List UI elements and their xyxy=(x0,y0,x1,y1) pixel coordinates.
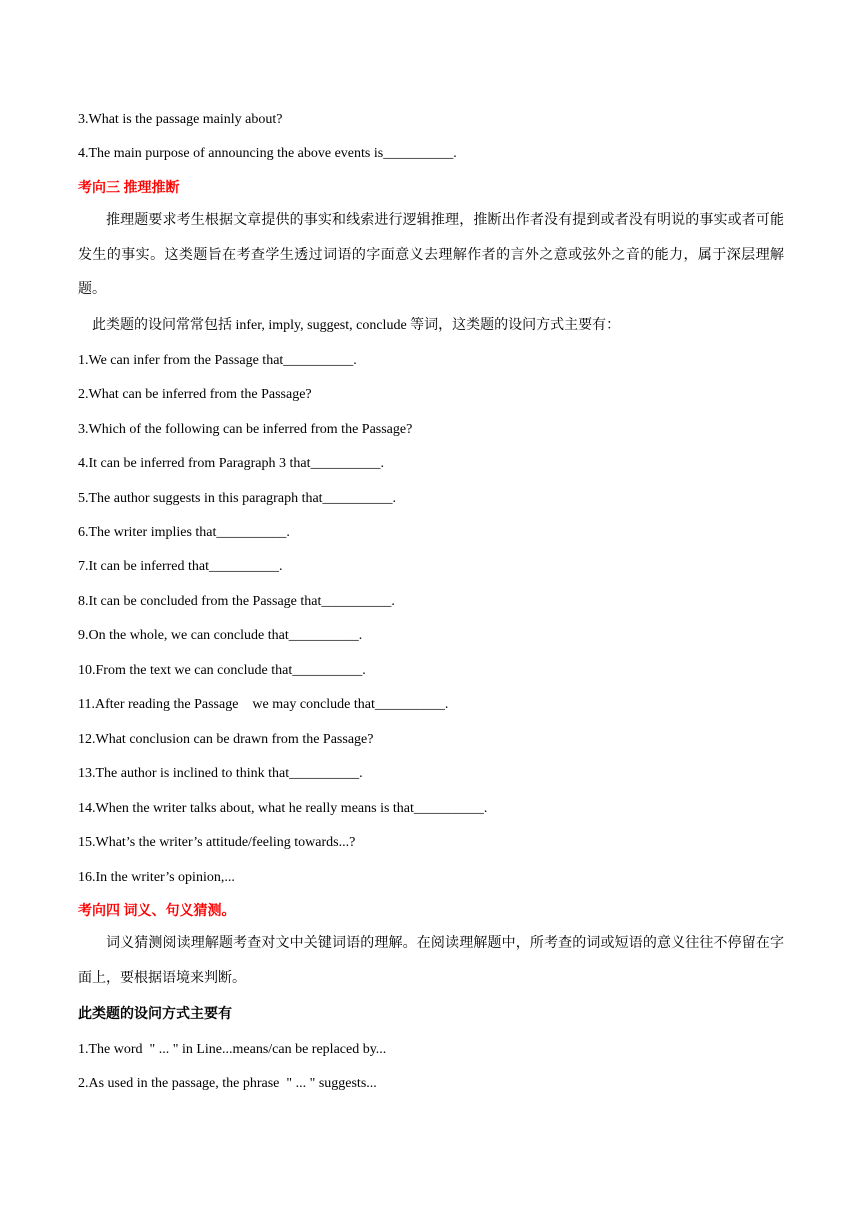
section-4-subheading: 此类题的设问方式主要有 xyxy=(78,1007,232,1022)
question-item: 5.The author suggests in this paragraph that__________. xyxy=(78,491,397,506)
question-item: 6.The writer implies that__________. xyxy=(78,525,290,540)
question-item: 14.When the writer talks about, what he really means is that__________. xyxy=(78,801,488,816)
question-item: 10.From the text we can conclude that__________. xyxy=(78,663,366,678)
question-item: 7.It can be inferred that__________. xyxy=(78,559,283,574)
question-item: 3.Which of the following can be inferred from the Passage? xyxy=(78,422,413,437)
question-item: 4.The main purpose of announcing the above events is__________. xyxy=(78,146,457,161)
question-item: 16.In the writer’s opinion,... xyxy=(78,870,235,885)
question-item: 11.After reading the Passage we may conclude that__________. xyxy=(78,697,449,712)
section-4-paragraph: 词义猜测阅读理解题考查对文中关键词语的理解。在阅读理解题中，所考查的词或短语的意义往往不停留在字面上，要根据语境来判断。 xyxy=(78,936,784,986)
question-item: 1.We can infer from the Passage that__________. xyxy=(78,353,357,368)
section-heading-3: 考向三 推理推断 xyxy=(78,181,180,196)
question-item: 2.What can be inferred from the Passage? xyxy=(78,387,312,402)
question-item: 2.As used in the passage, the phrase " ... " suggests... xyxy=(78,1076,377,1091)
question-item: 4.It can be inferred from Paragraph 3 that__________. xyxy=(78,456,384,471)
question-item: 1.The word " ... " in Line...means/can be replaced by... xyxy=(78,1042,387,1057)
question-item: 3.What is the passage mainly about? xyxy=(78,112,283,127)
section-heading-4: 考向四 词义、句义猜测。 xyxy=(78,904,236,919)
question-item: 9.On the whole, we can conclude that__________. xyxy=(78,628,363,643)
question-item: 13.The author is inclined to think that__________. xyxy=(78,766,363,781)
section-3-paragraph: 推理题要求考生根据文章提供的事实和线索进行逻辑推理，推断出作者没有提到或者没有明说的事实或者可能发生的事实。这类题旨在考查学生透过词语的字面意义去理解作者的言外之意或弦外之音的能力，属于深层理解题。 xyxy=(78,213,784,297)
question-item: 8.It can be concluded from the Passage that__________. xyxy=(78,594,395,609)
question-item: 15.What’s the writer’s attitude/feeling towards...? xyxy=(78,835,356,850)
question-item: 12.What conclusion can be drawn from the Passage? xyxy=(78,732,374,747)
section-3-intro: 此类题的设问常常包括 infer, imply, suggest, conclude 等词，这类题的设问方式主要有： xyxy=(92,318,621,333)
